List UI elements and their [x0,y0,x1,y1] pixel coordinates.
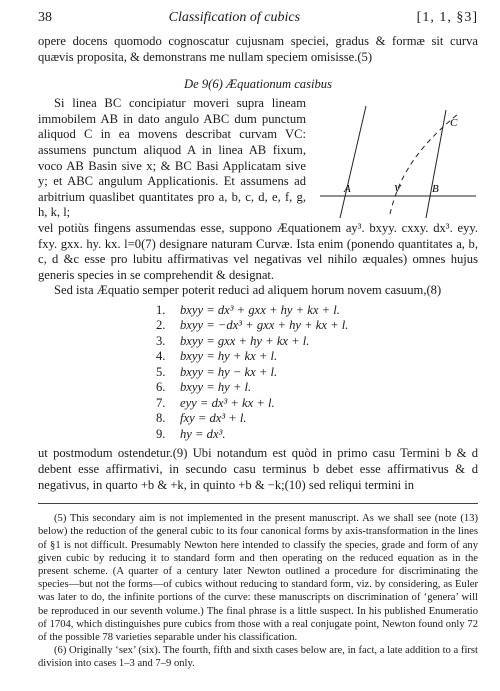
running-title: Classification of cubics [168,10,301,25]
footnote-5: (5) This secondary aim is not implemented in the present manuscript. As we shall see (note (13) below) the reduction of the general cubic to its four canonical forms by axis-transformation in the lines of §1 is not difficult. Presumably Newton here intended to classify the species, grade and form of any given cubic by reducing it to standard form and then operating on the reduced equation as in the present scheme. (A quarter of a century later Newton outlined a procedure for discriminating the species—but not the forms—of cubics without reducing to standard form, viz. by considering, as Euler was later to do, the infinite portions of the curve: these manuscripts on discrimination of ‘genera’ will be reproduced in our seventh volume.) The final phrase is a little suspect. In his published Enumeratio of 1704, which distinguishes pure cubics from those with a real conjugate point, Newton found only 72 of the possible 78 varieties separable under his classification. [38,513,478,644]
paragraph-main-rest: vel potiùs fingens assumendas esse, suppono Æquationem ay³. bxyy. cxxy. dx³. eyy. fxy. gxx. hy. kx. l=0(7) designare naturam Curvæ. Ista enim (ponendo quantitates a, b, c, d &c esse pro lubitu affirmativas vel negativas vel nihilo æquales) omnes hujus generis species in se comprehendit & designat. [38,220,478,282]
paragraph-cases-intro: Sed ista Æquatio semper poterit reduci ad aliquem horum novem casuum,(8) [54,283,442,298]
case-item: 3. bxyy = gxx + hy + kx + l. [156,333,310,348]
paragraph-intro: opere docens quomodo cognoscatur cujusnam speciei, gradus & formæ sit curva quævis proposita, & demonstrans me nullam speciem omisisse.(5) [38,34,478,64]
case-item: 5. bxyy = hy − kx + l. [156,364,278,379]
running-header [38,10,478,34]
paragraph-main-wrapped: Si linea BC concipiatur moveri supra lineam immobilem AB in dato angulo ABC dum punctum aliquod C in ea movens describat curvam VC: assumens punctum aliquod A in linea AB fixum, voco AB Basin sive x; & BC Basi Applicatam sive y; et ABC angulum Applicationis. Et assumens ad arbitrium quaslibet quantitates pro a, b, c, d, e, f, g, h, k, l; [38,96,306,220]
page-number: 38 [38,10,52,25]
page [38,10,478,671]
wrapped-paragraph-block [38,96,478,221]
curve-figure [318,100,478,220]
label-A: A [344,183,351,196]
case-item: 7. eyy = dx³ + kx + l. [156,395,275,410]
footnote-rule [38,503,478,504]
label-B: B [432,183,439,196]
footnote-6: (6) Originally ‘sex’ (six). The fourth, fifth and sixth cases below are, in fact, a late addition to a first division into cases 1–3 and 7–9 only. [38,645,478,670]
curve-VC [390,114,458,214]
section-heading: De 9(6) Æquationum casibus [184,77,332,92]
case-item: 9. hy = dx³. [156,426,226,441]
case-item: 4. bxyy = hy + kx + l. [156,349,278,364]
case-list [156,303,478,443]
applicate-BC [426,110,446,218]
line-through-A [340,106,366,218]
case-item: 2. bxyy = −dx³ + gxx + hy + kx + l. [156,318,349,333]
label-V: V [394,183,401,196]
paragraph-after-cases: ut postmodum ostendetur.(9) Ubi notandum est quòd in primo casu Termini b & d debent esse affirmativi, in secundo casu terminus b debet esse affirmativus & d negativus, in quarto +b & +k, in quinto +b & −k;(10) sed reliqui termini in [38,446,478,492]
footnotes [38,512,478,670]
case-item: 1. bxyy = dx³ + gxx + hy + kx + l. [156,302,340,317]
case-item: 6. bxyy = hy + l. [156,380,252,395]
section-reference: [1, 1, §3] [416,10,478,25]
label-C: C [450,117,458,130]
case-item: 8. fxy = dx³ + l. [156,411,247,426]
